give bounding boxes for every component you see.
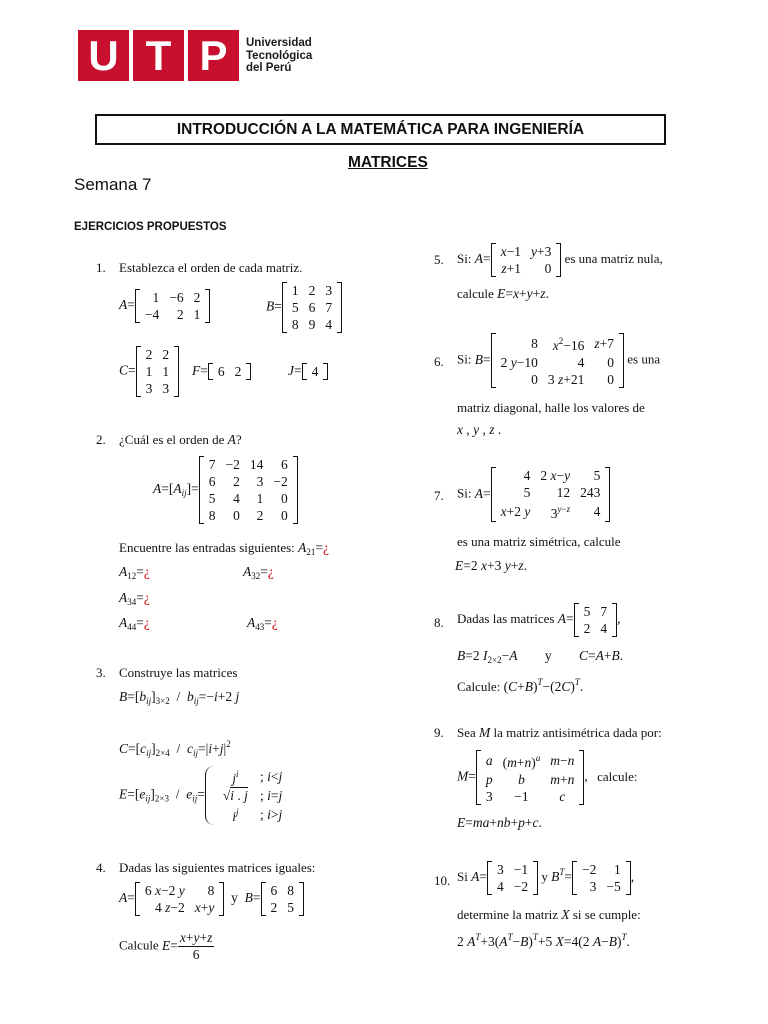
exercise-6-statement: Si: B= 8 $x^2-16$ z+7 2 y−10 4 0 0 3 z+21 0 es una	[457, 333, 660, 388]
exercise-1-text: Establezca el orden de cada matriz.	[119, 260, 303, 275]
exercise-8-y: y	[544, 648, 552, 663]
exercise-10-line2-b: si se cumple:	[572, 907, 641, 922]
exercise-4-y: y	[231, 890, 238, 906]
exercise-7-line2: es una matriz simétrica, calcule	[457, 534, 621, 549]
exercise-8-statement: Dadas las matrices A= 5 7 2 4 ,	[457, 604, 621, 636]
exercise-7-number: 7.	[434, 488, 444, 503]
exercise-2-number: 2.	[96, 432, 106, 447]
exercise-4-number: 4.	[96, 860, 106, 875]
exercise-6-number: 6.	[434, 354, 444, 369]
exercise-10-statement: Si A= 3 −1 4 −2 y $B^T=$ −2 1 3 −5 ,	[457, 862, 635, 894]
matrix-a-ex2: $A=[A_{ij}]=$ 7 −2 14 6 6 2 3 −2 5 4 1 0 8 0 2 0	[153, 456, 298, 524]
exercise-10-number: 10.	[434, 873, 451, 888]
logo-letter-t: T	[133, 30, 184, 81]
logo-institution-name	[246, 37, 312, 75]
exercise-5-calc-label: calcule	[457, 286, 494, 301]
exercise-6-line2: matriz diagonal, halle los valores de	[457, 400, 645, 415]
exercise-5-pre: Si:	[457, 251, 472, 267]
exercise-10-y: y	[541, 869, 548, 885]
exercise-6-post: es una	[627, 351, 661, 367]
exercise-9-calc-label: calcule:	[597, 768, 638, 784]
matrix-b-ex1: B= 1 2 3 5 6 7 8 9 4	[266, 282, 342, 333]
page-title: INTRODUCCIÓN A LA MATEMÁTICA PARA INGENIERÍA	[95, 114, 666, 145]
matrix-a-ex4: A= 6 x−2 y 8 4 z−2 x+y y B= 6 8 2 5	[119, 882, 304, 916]
exercise-2-find: Encuentre las entradas siguientes: $A_{21}=¿$	[119, 540, 329, 557]
logo-letter-p: P	[188, 30, 239, 81]
exercise-3-number: 3.	[96, 665, 106, 680]
logo-line-1: Universidad	[246, 37, 312, 49]
exercise-4-calc: Calcule E= $\frac{x+y+z}{6}$	[119, 930, 213, 962]
exercise-9-pre: Sea	[457, 725, 476, 740]
exercise-9-post: la matriz antisimétrica dada por:	[493, 725, 662, 740]
exercise-9-number: 9.	[434, 725, 444, 740]
exercise-1-number: 1.	[96, 260, 106, 275]
logo-line-2: Tecnológica	[246, 49, 313, 62]
logo-line-3: del Perú	[246, 62, 292, 74]
section-heading: EJERCICIOS PROPUESTOS	[74, 221, 227, 233]
exercise-8-calc-label: Calcule:	[457, 679, 501, 694]
entry-a34: $A_{34}=¿$	[119, 590, 150, 607]
matrix-a-ex1: A= 1 −6 2 −4 2 1	[119, 289, 210, 323]
exercise-6-vars: x , y , z .	[457, 422, 502, 437]
page-subtitle: MATRICES	[348, 154, 428, 171]
exercise-8-text: Dadas las matrices	[457, 611, 555, 627]
matrix-c-ex1: C= 2 2 1 1 3 3	[119, 346, 179, 397]
exercise-8-defs: B=2 $I_{2\times 2}-A$ y C=A+B.	[457, 648, 624, 665]
exercise-7-pre: Si:	[457, 485, 472, 501]
exercise-10-pre: Si	[457, 869, 468, 885]
formula-c-ex3: $C=[c_{ij}]_{2\times 4} / c_{ij}=|i+j|^2$	[119, 739, 231, 758]
exercise-2-find-text: Encuentre las entradas siguientes:	[119, 540, 295, 555]
matrix-m-ex9: M= a $(m+n)^a$ m−n p b m+n 3 −1 c , calcule:	[457, 750, 638, 805]
exercise-4-text: Dadas las siguientes matrices iguales:	[119, 860, 316, 875]
entry-a43: $A_{43}=¿$	[247, 615, 278, 632]
exercise-7-formula: E=2 x+3 y+z.	[455, 558, 528, 573]
exercise-6-pre: Si:	[457, 351, 472, 367]
exercise-2-question: ¿Cuál es el orden de	[119, 432, 225, 447]
formula-e-ex3: $E=[e_{ij}]_{2\times 3} / e_{ij}=$ $j^i$ ; i<j √i . j ; i=j $i^j$ ; i>j	[119, 766, 288, 825]
exercise-2-text: ¿Cuál es el orden de A?	[119, 432, 242, 447]
exercise-9-formula: E=ma+nb+p+c.	[457, 815, 542, 830]
exercise-8-calc: Calcule: $(C+B)^T-(2C)^T$.	[457, 677, 584, 694]
matrix-j-ex1: J= 4	[288, 363, 328, 380]
exercise-5-post: es una matriz nula,	[564, 251, 663, 267]
entry-a44: $A_{44}=¿$	[119, 615, 150, 632]
exercise-3-text: Construye las matrices	[119, 665, 238, 680]
exercise-5-calc: calcule E=x+y+z.	[457, 286, 549, 301]
entry-a12: $A_{12}=¿$	[119, 564, 150, 581]
matrix-f-ex1: F= 6 2	[192, 363, 251, 380]
exercise-8-number: 8.	[434, 615, 444, 630]
exercise-10-equation: 2 $A^T+3(A^T-B)^T+5$ X=4(2 A−B)$^T$.	[457, 932, 630, 949]
week-label: Semana 7	[74, 175, 152, 194]
exercise-10-line2-a: determine la matriz	[457, 907, 559, 922]
logo-letter-u: U	[78, 30, 129, 81]
exercise-9-text: Sea M la matriz antisimétrica dada por:	[457, 725, 662, 740]
entry-a32: $A_{32}=¿$	[243, 564, 274, 581]
formula-b-ex3: $B=[b_{ij}]_{3\times 2} / b_{ij}=-i+2$ j	[119, 689, 240, 706]
exercise-4-calc-label: Calcule	[119, 937, 159, 953]
exercise-7-statement: Si: A= 4 2 x−y 5 5 12 243 x+2 y $3^{y-z}$ 4	[457, 467, 610, 522]
exercise-10-line2: determine la matriz X si se cumple:	[457, 907, 641, 922]
exercise-5-number: 5.	[434, 252, 444, 267]
exercise-5-statement: Si: A= x−1 y+3 z+1 0 es una matriz nula,	[457, 244, 663, 276]
